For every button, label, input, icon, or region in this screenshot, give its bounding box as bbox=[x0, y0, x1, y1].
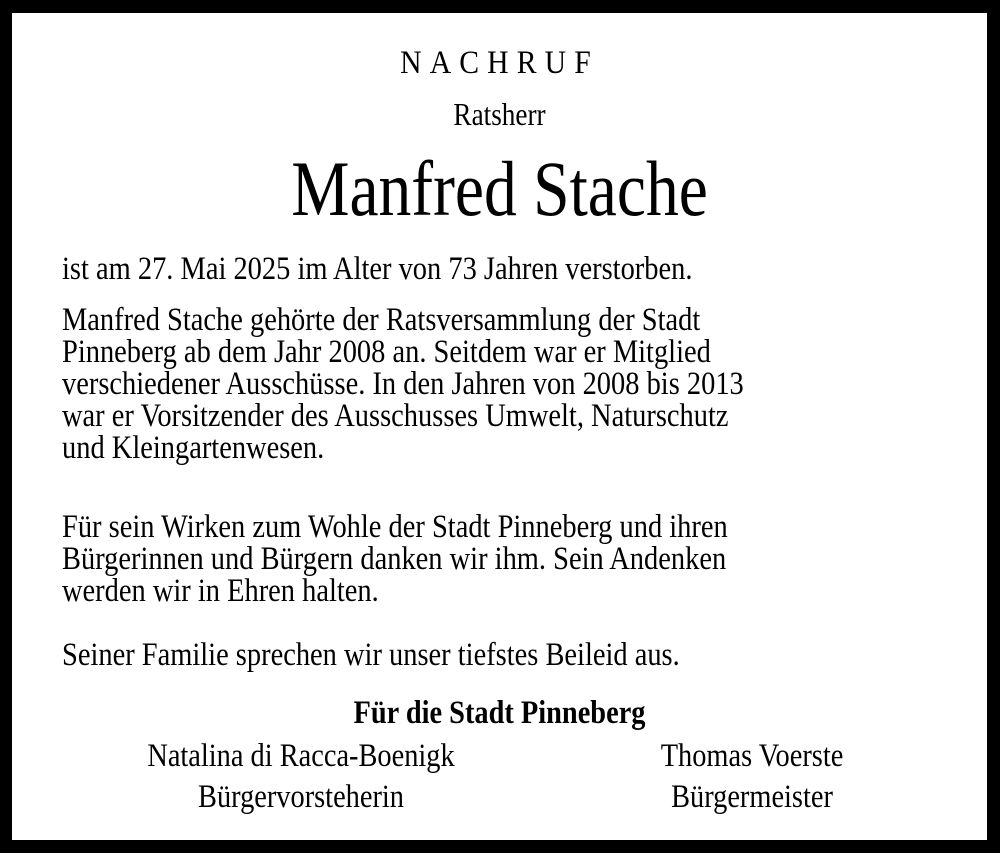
signature-heading: Für die Stadt Pinneberg bbox=[353, 695, 646, 731]
paragraph-gratitude: Für sein Wirken zum Wohle der Stadt Pinneberg und ihren Bürgerinnen und Bürgern danken wir ihm. Sein Andenken werden wir in Ehren halten. bbox=[62, 509, 728, 609]
paragraph-condolence: Seiner Familie sprechen wir unser tiefstes Beileid aus. bbox=[62, 637, 680, 673]
signer-left bbox=[90, 736, 511, 818]
paragraph-biography: Manfred Stache gehörte der Ratsversammlung der Stadt Pinneberg ab dem Jahr 2008 an. Seitdem war er Mitglied verschiedener Ausschüsse. In den Jahren von 2008 bis 2013 war er Vorsitzender des Ausschusses Umwelt, Naturschutz und Kleingartenwesen. bbox=[62, 302, 744, 466]
signer-name: Thomas Voerste bbox=[660, 738, 844, 774]
signer-title: Bürgermeister bbox=[671, 779, 833, 815]
deceased-role: Ratsherr bbox=[453, 96, 546, 132]
signer-title: Bürgervorsteherin bbox=[198, 779, 404, 815]
signer-name: Natalina di Racca-Boenigk bbox=[147, 738, 455, 774]
obituary-notice bbox=[12, 13, 987, 840]
deceased-name: Manfred Stache bbox=[291, 145, 708, 232]
notice-kicker: NACHRUF bbox=[400, 45, 599, 81]
signer-right bbox=[554, 736, 950, 818]
paragraph-death-date: ist am 27. Mai 2025 im Alter von 73 Jahren verstorben. bbox=[62, 251, 693, 287]
